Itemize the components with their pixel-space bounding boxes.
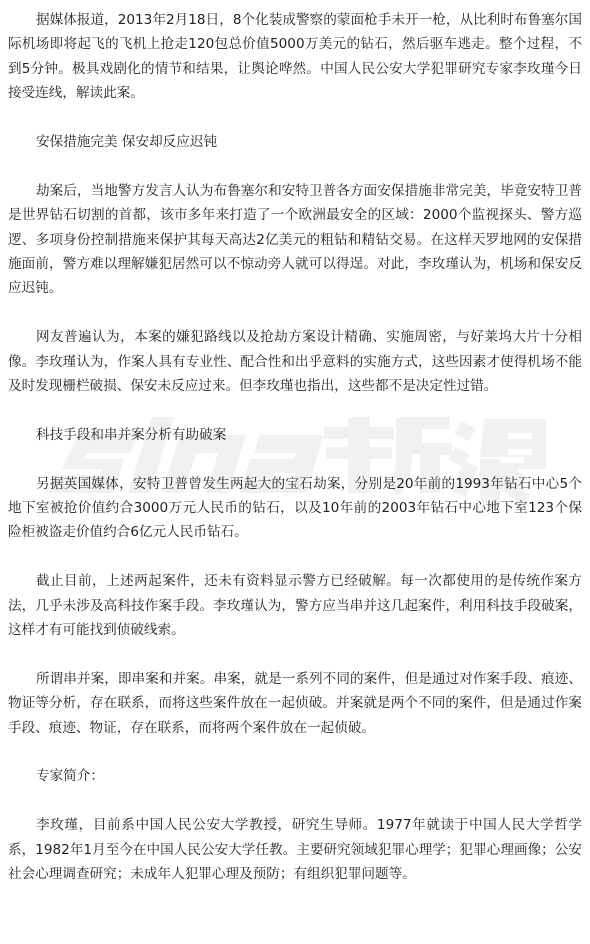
paragraph-security-measures: 劫案后，当地警方发言人认为布鲁塞尔和安特卫普各方面安保措施非常完美，毕竟安特卫普是世界钻石切割的首都，该市多年来打造了一个欧洲最安全的区域：2000个监视探头、警方巡逻、多项身份控制措施来保护其每天高达2亿美元的粗钻和精钻交易。在这样天罗地网的安保措施面前，警方难以理解嫌犯居然可以不惊动旁人就可以得逞。对此，李玫瑾认为，机场和保安反应迟钝。 <box>8 182 582 297</box>
section-heading-expert: 专家简介： <box>36 768 104 785</box>
section-heading-technology: 科技手段和串并案分析有助破案 <box>36 426 227 443</box>
paragraph-previous-robberies: 另据英国媒体，安特卫普曾发生两起大的宝石劫案，分别是20年前的1993年钻石中心5个地下室被抢价值约合3000万元人民币的钻石，以及10年前的2003年钻石中心地下室123个保险柜被盗走价值约合6亿元人民币钻石。 <box>8 475 582 541</box>
paragraph-netizen-opinion: 网友普遍认为，本案的嫌犯路线以及抢劫方案设计精确、实施周密，与好莱坞大片十分相像。李玫瑾认为，作案人具有专业性、配合性和出乎意料的实施方式，这些因素才使得机场不能及时发现栅栏破损、保安未反应过来。但李玫瑾也指出，这些都不是决定性过错。 <box>8 329 582 395</box>
article-body <box>8 8 582 886</box>
paragraph-expert-bio: 李玫瑾，目前系中国人民公安大学教授，研究生导师。1977年就读于中国人民大学哲学系，1982年1月至今在中国人民公安大学任教。主要研究领域犯罪心理学；犯罪心理画像；公安社会心理调查研究；未成年人犯罪心理及预防；有组织犯罪问题等。 <box>8 817 582 883</box>
paragraph-unsolved-cases: 截止目前，上述两起案件，还未有资料显示警方已经破解。每一次都使用的是传统作案方法，几乎未涉及高科技作案手段。李玫瑾认为，警方应当串并这几起案件，利用科技手段破案，这样才有可能找到侦破线索。 <box>8 573 582 639</box>
section-heading-security: 安保措施完美 保安却反应迟钝 <box>36 134 218 151</box>
paragraph-linked-cases: 所谓串并案，即串案和并案。串案，就是一系列不同的案件，但是通过对作案手段、痕迹、物证等分析，存在联系，而将这些案件放在一起侦破。并案就是两个不同的案件，但是通过作案手段、痕迹、物证，存在联系，而将两个案件放在一起侦破。 <box>8 670 582 736</box>
paragraph-intro: 据媒体报道，2013年2月18日，8个化装成警察的蒙面枪手未开一枪，从比利时布鲁塞尔国际机场即将起飞的飞机上抢走120包总价值5000万美元的钻石，然后驱车逃走。整个过程，不到5分钟。极具戏剧化的情节和结果，让舆论哗然。中国人民公安大学犯罪研究专家李玫瑾今日接受连线，解读此案。 <box>8 12 582 102</box>
